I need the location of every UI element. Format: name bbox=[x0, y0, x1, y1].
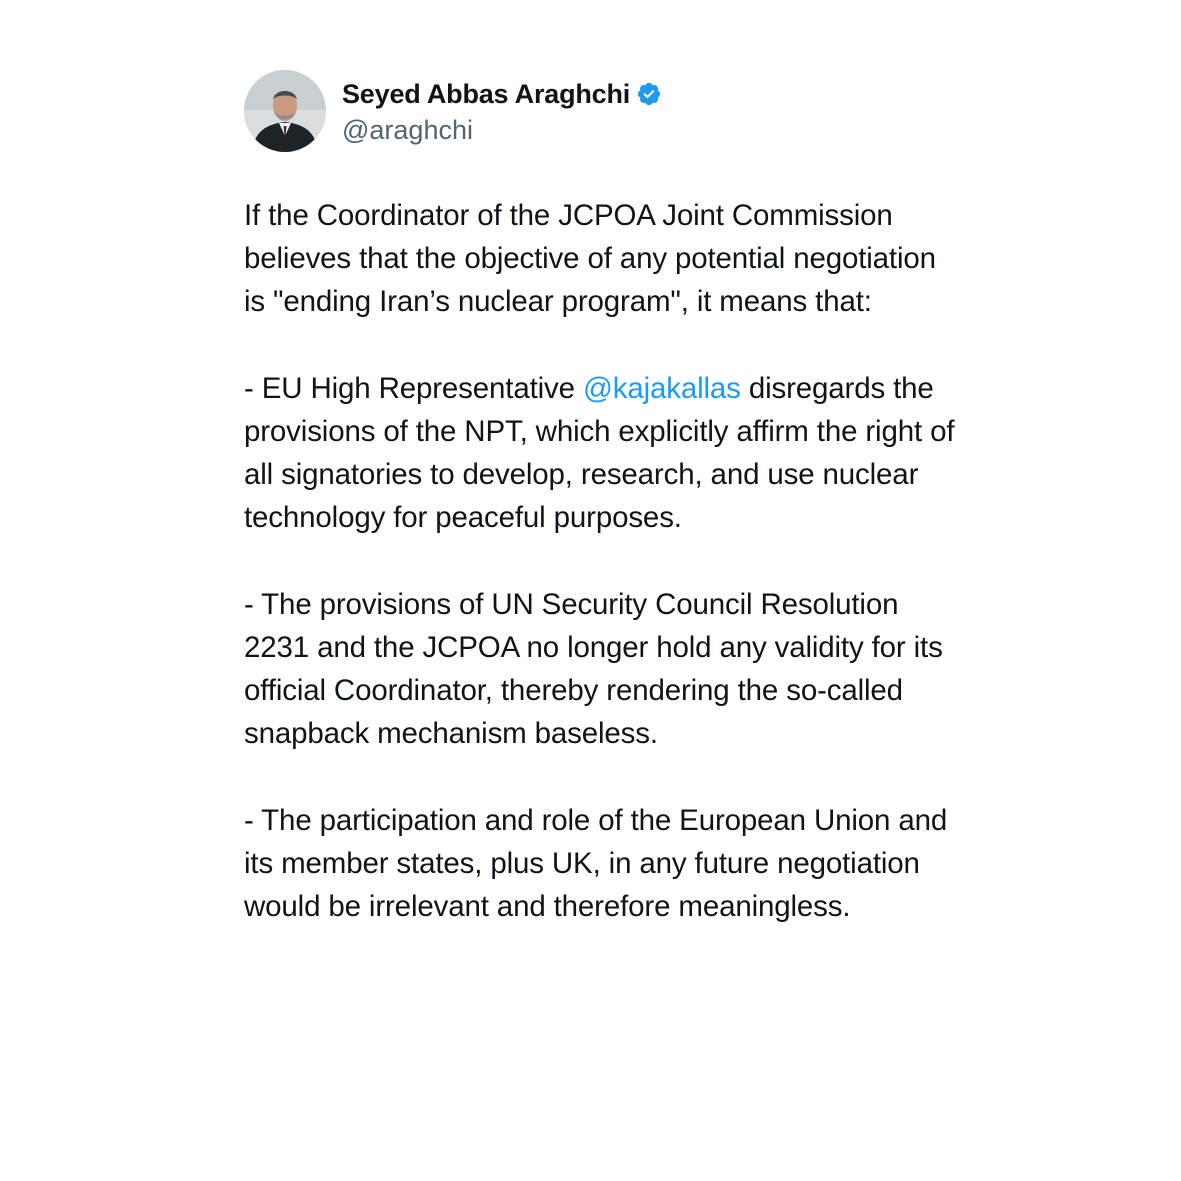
name-row bbox=[342, 75, 662, 113]
tweet-paragraph-1: If the Coordinator of the JCPOA Joint Commission believes that the objective of any potential negotiation is "ending Iran’s nuclear program", it means that: bbox=[244, 199, 936, 319]
verified-badge-icon bbox=[636, 81, 662, 107]
author-names bbox=[342, 75, 662, 147]
paragraph-2-suffix: disregards the provisions of the NPT, which explicitly affirm the right of all signatories to develop, research, and use nuclear technology for peaceful purposes. bbox=[244, 371, 955, 535]
avatar[interactable] bbox=[244, 70, 326, 152]
tweet-card bbox=[244, 70, 964, 928]
paragraph-2-prefix: - EU High Representative bbox=[244, 371, 583, 405]
profile-photo bbox=[244, 70, 326, 152]
tweet-text bbox=[244, 194, 964, 928]
mention-link[interactable]: @kajakallas bbox=[582, 371, 741, 405]
tweet-paragraph-4: - The participation and role of the European Union and its member states, plus UK, in any future negotiation would be irrelevant and therefore meaningless. bbox=[244, 803, 948, 924]
handle[interactable]: @araghchi bbox=[342, 115, 473, 145]
display-name[interactable]: Seyed Abbas Araghchi bbox=[342, 78, 631, 109]
tweet-paragraph-2 bbox=[244, 367, 964, 540]
tweet-header bbox=[244, 70, 964, 152]
tweet-paragraph-3: - The provisions of UN Security Council Resolution 2231 and the JCPOA no longer hold any validity for its official Coordinator, thereby rendering the so-called snapback mechanism baseless. bbox=[244, 587, 943, 751]
